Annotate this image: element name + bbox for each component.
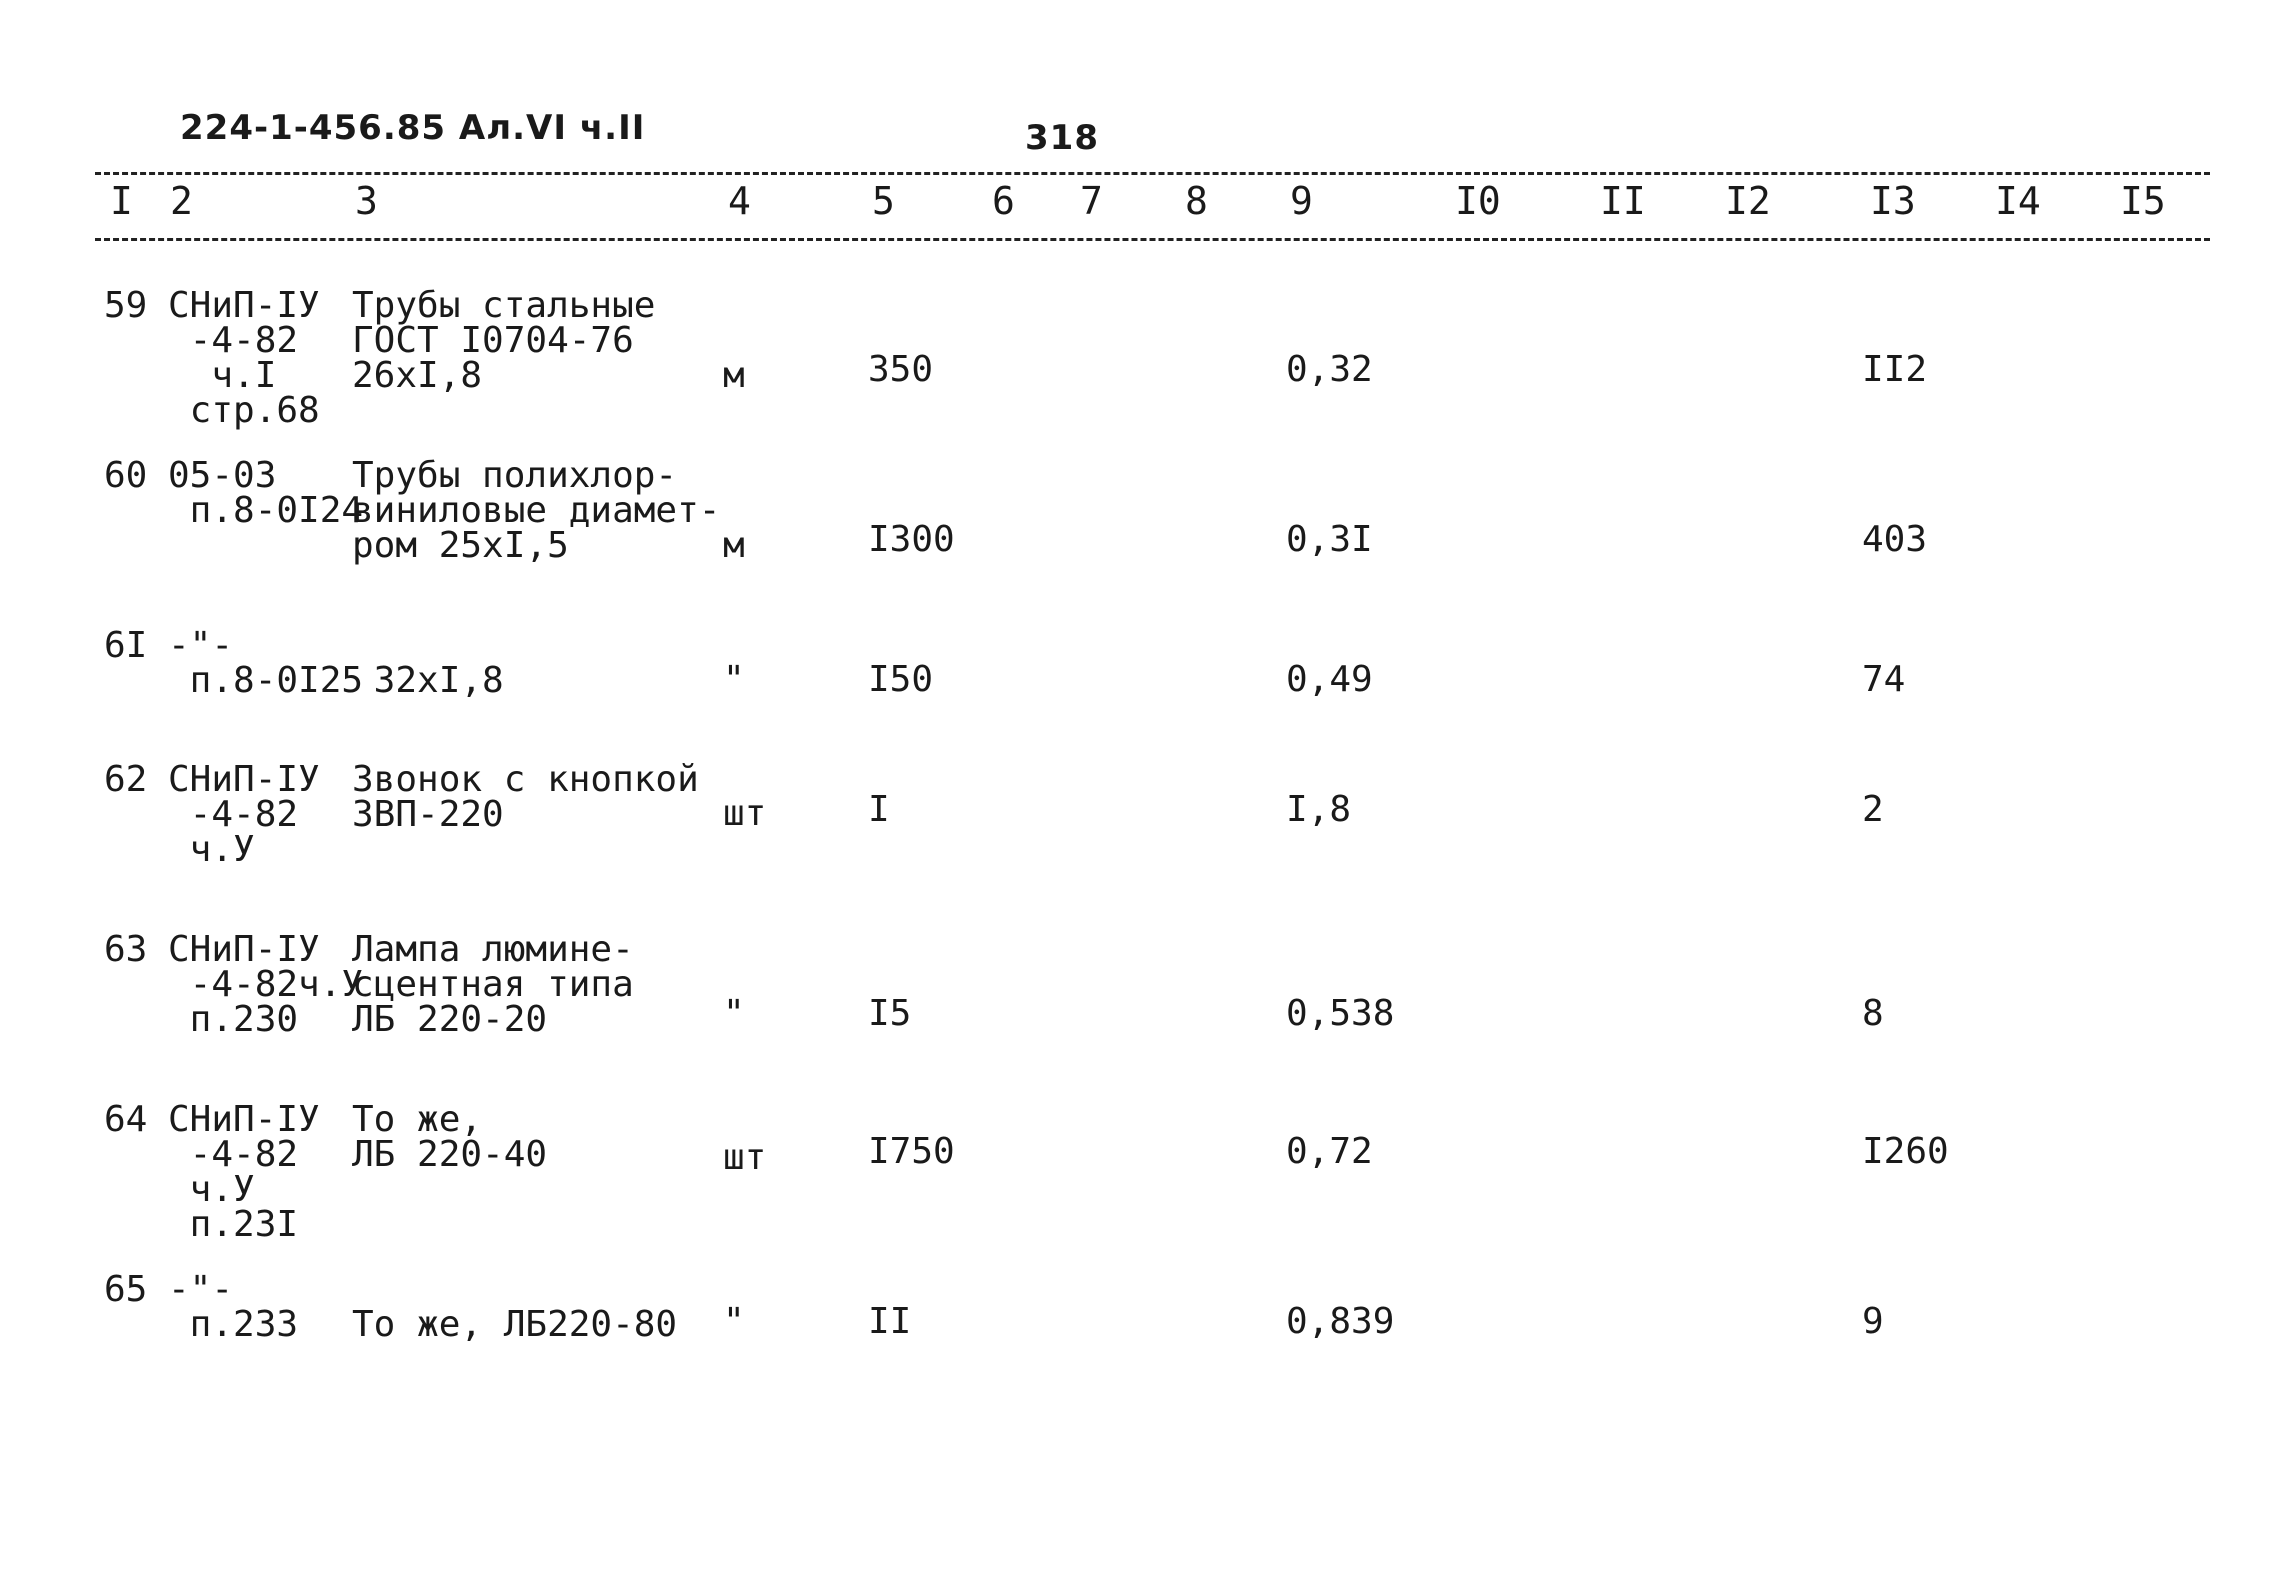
document-code: 224-1-456.85 Ал.VI ч.II: [180, 108, 646, 148]
column-number: 9: [1290, 179, 1313, 223]
quantity-cell: I: [868, 789, 890, 830]
price-cell: 0,72: [1286, 1131, 1373, 1172]
price-cell: I,8: [1286, 789, 1352, 830]
unit-cell: ": [723, 659, 745, 700]
item-name-cell: 32хI,8: [373, 660, 504, 701]
quantity-cell: 350: [868, 349, 934, 390]
price-cell: 0,538: [1286, 993, 1395, 1034]
reference-cell: СНиП-IУ -4-82ч.У п.230: [168, 929, 364, 1040]
price-cell: 0,32: [1286, 349, 1373, 390]
column-number: 2: [170, 179, 193, 223]
total-cell: II2: [1862, 349, 1928, 390]
item-name-cell: Лампа люмине- сцентная типа ЛБ 220-20: [352, 929, 634, 1040]
column-number: I3: [1870, 179, 1916, 223]
total-cell: I260: [1862, 1131, 1949, 1172]
column-number: 3: [355, 179, 378, 223]
quantity-cell: I50: [868, 659, 934, 700]
price-cell: 0,49: [1286, 659, 1373, 700]
column-number: I0: [1455, 179, 1501, 223]
page-number: 318: [1025, 118, 1099, 158]
row-number: 62: [104, 759, 148, 800]
unit-cell: ": [723, 993, 745, 1034]
reference-cell: -"- п.8-0I25: [168, 625, 364, 701]
total-cell: 74: [1862, 659, 1906, 700]
total-cell: 2: [1862, 789, 1884, 830]
column-number: 5: [872, 179, 895, 223]
column-number: I5: [2120, 179, 2166, 223]
unit-cell: ": [723, 1301, 745, 1342]
item-name-cell: Трубы стальные ГОСТ I0704-76 26хI,8: [352, 285, 656, 396]
total-cell: 9: [1862, 1301, 1884, 1342]
column-number: 7: [1080, 179, 1103, 223]
quantity-cell: I5: [868, 993, 912, 1034]
total-cell: 8: [1862, 993, 1884, 1034]
unit-cell: м: [723, 355, 745, 396]
reference-cell: СНиП-IУ -4-82 ч.У: [168, 759, 320, 870]
row-number: 60: [104, 455, 148, 496]
item-name-cell: Трубы полихлор- виниловые диамет- ром 25хI,5: [352, 455, 721, 566]
reference-cell: -"- п.233: [168, 1269, 299, 1345]
row-number: 63: [104, 929, 148, 970]
column-number: 6: [992, 179, 1015, 223]
header-bottom-dashed-rule: [95, 238, 2210, 241]
quantity-cell: I300: [868, 519, 955, 560]
quantity-cell: I750: [868, 1131, 955, 1172]
row-number: 65: [104, 1269, 148, 1310]
item-name-cell: То же, ЛБ220-80: [352, 1304, 678, 1345]
item-name-cell: Звонок с кнопкой ЗВП-220: [352, 759, 699, 835]
column-number: II: [1600, 179, 1646, 223]
column-number: I4: [1995, 179, 2041, 223]
unit-cell: шт: [723, 1137, 767, 1178]
reference-cell: СНиП-IУ -4-82 ч.I стр.68: [168, 285, 320, 431]
total-cell: 403: [1862, 519, 1928, 560]
item-name-cell: То же, ЛБ 220-40: [352, 1099, 548, 1175]
column-number: 4: [728, 179, 751, 223]
header-top-dashed-rule: [95, 172, 2210, 175]
row-number: 64: [104, 1099, 148, 1140]
price-cell: 0,839: [1286, 1301, 1395, 1342]
row-number: 6I: [104, 625, 148, 666]
column-number: I2: [1725, 179, 1771, 223]
unit-cell: шт: [723, 793, 767, 834]
price-cell: 0,3I: [1286, 519, 1373, 560]
quantity-cell: II: [868, 1301, 912, 1342]
reference-cell: 05-03 п.8-0I24: [168, 455, 364, 531]
column-number: 8: [1185, 179, 1208, 223]
column-number: I: [110, 179, 133, 223]
reference-cell: СНиП-IУ -4-82 ч.У п.23I: [168, 1099, 320, 1245]
row-number: 59: [104, 285, 148, 326]
unit-cell: м: [723, 525, 745, 566]
